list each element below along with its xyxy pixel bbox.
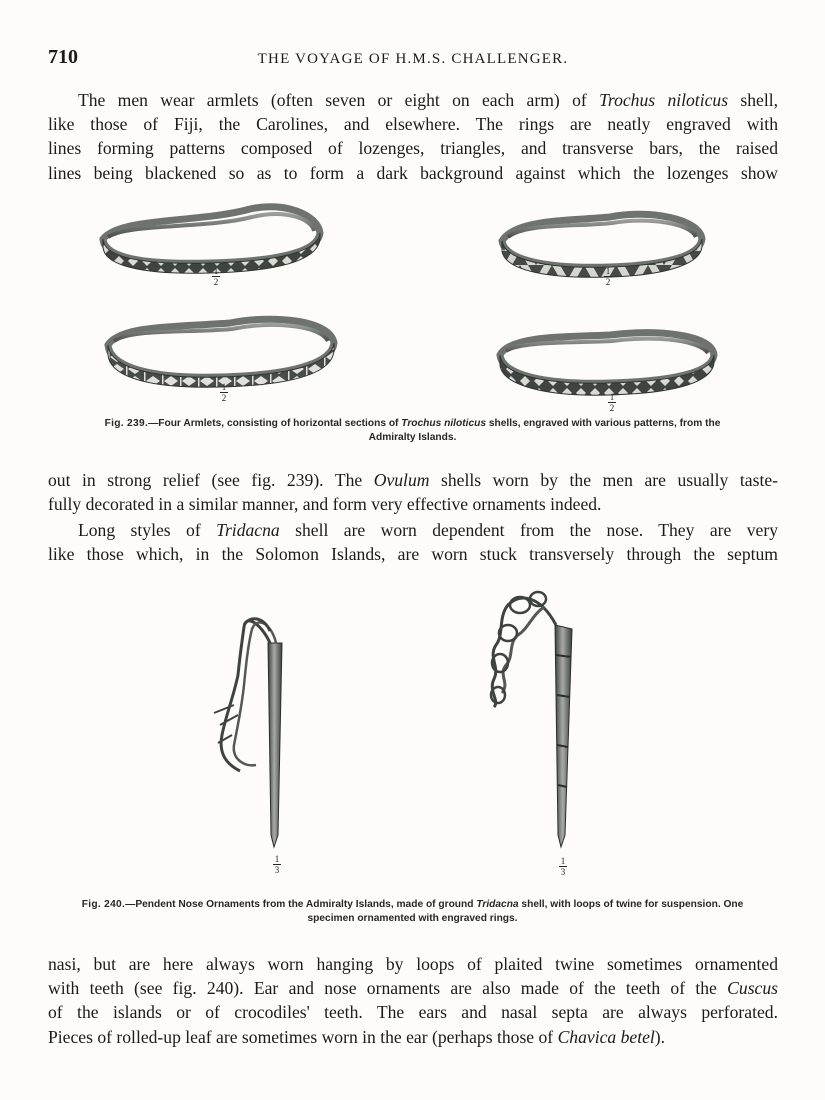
species-name: Trochus niloticus xyxy=(599,90,729,110)
armlet-3 xyxy=(108,319,334,387)
text-line: Long styles of Tridacna shell are worn dependent from the nose. They are very xyxy=(78,520,778,540)
text-line: nasi, but are here always worn hanging by loops of plaited twine sometimes ornamented xyxy=(48,954,778,974)
nose-ornament-plain xyxy=(214,619,282,847)
figure-caption: Fig. 240.—Pendent Nose Ornaments from the Admiralty Islands, made of ground Tridacna shell, with loops of twine for suspension. One specimen ornamented with engraved rings. xyxy=(81,899,744,924)
text-line: out in strong relief (see fig. 239). The Ovulum shells worn by the men are usually taste- xyxy=(48,470,778,490)
figure-caption: Fig. 239.—Four Armlets, consisting of horizontal sections of Trochus niloticus shells, engraved with various patterns, from the Admiralty Islands. xyxy=(104,418,721,443)
figure-239 xyxy=(0,195,825,450)
armlet-4 xyxy=(500,333,714,395)
paragraph-tridacna xyxy=(48,518,778,566)
text-line: fully decorated in a similar manner, and form very effective ornaments indeed. xyxy=(48,494,602,515)
nose-ornaments-illustration xyxy=(0,585,825,885)
nose-ornament-engraved xyxy=(491,592,572,847)
text-line: of the islands or of crocodiles' teeth. The ears and nasal septa are always perforated. xyxy=(48,1002,778,1023)
scale-label: 1 2 xyxy=(221,382,227,403)
scale-label: 1 2 xyxy=(605,266,611,287)
figure-240 xyxy=(0,585,825,935)
text-line: Pieces of rolled-up leaf are sometimes worn in the ear (perhaps those of Chavica betel). xyxy=(48,1026,666,1047)
paragraph-ovulum xyxy=(48,468,778,516)
scale-label: 1 2 xyxy=(609,392,615,413)
armlet-1 xyxy=(103,207,320,274)
page-number: 710 xyxy=(48,46,78,68)
paragraph-ornaments xyxy=(48,952,778,1049)
scale-label: 1 3 xyxy=(560,856,566,877)
page-header xyxy=(48,44,778,74)
text-line: like those which, in the Solomon Islands, are worn stuck transversely through the septum xyxy=(48,544,778,565)
text-line: with teeth (see fig. 240). Ear and nose ornaments are also made of the teeth of the Cuscus xyxy=(48,978,778,999)
scale-label: 1 3 xyxy=(274,854,280,875)
scale-label: 1 2 xyxy=(213,266,219,287)
text-line: lines forming patterns composed of lozenges, triangles, and transverse bars, the raised xyxy=(48,138,778,159)
text-line: like those of Fiji, the Carolines, and elsewhere. The rings are neatly engraved with xyxy=(48,114,778,135)
paragraph-armlets xyxy=(48,88,778,185)
running-title: THE VOYAGE OF H.M.S. CHALLENGER. xyxy=(257,51,569,67)
text-line: lines being blackened so as to form a dark background against which the lozenges show xyxy=(48,162,778,183)
text-line: The men wear armlets (often seven or eight on each arm) of Trochus niloticus shell, xyxy=(78,90,778,110)
armlets-illustration xyxy=(0,195,825,413)
